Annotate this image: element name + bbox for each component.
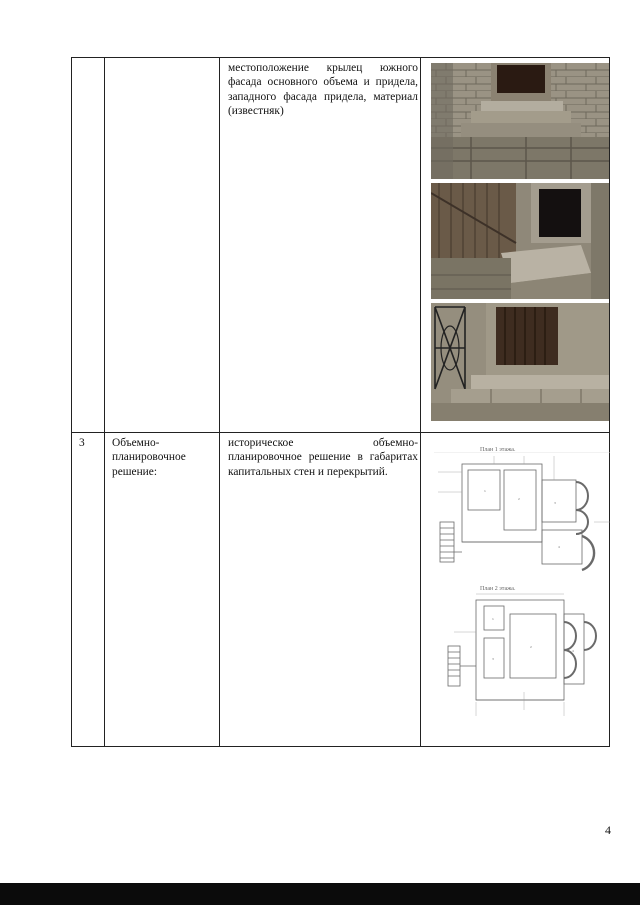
page-number: 4 xyxy=(605,823,611,837)
scan-bottom-edge xyxy=(0,883,640,905)
porch-photo-south-facade xyxy=(431,63,609,179)
text-line: фасада основного объема и придела, xyxy=(228,76,418,89)
text-line: решение: xyxy=(112,465,157,478)
text-line: капитальных стен и перекрытий. xyxy=(228,465,388,478)
text-line: планировочное решение в габаритах xyxy=(228,451,418,464)
column-divider xyxy=(219,58,220,746)
porch-photo-iron-gate xyxy=(431,303,609,421)
column-divider xyxy=(104,58,105,746)
floor-plan-1-drawing xyxy=(434,452,610,580)
svg-text:4: 4 xyxy=(558,545,560,549)
floor-plan-2-drawing xyxy=(434,592,610,724)
svg-text:2: 2 xyxy=(530,645,532,649)
row-description xyxy=(228,436,418,479)
text-line: историческое объемно- xyxy=(228,437,418,449)
row-name xyxy=(112,436,216,479)
svg-text:2: 2 xyxy=(518,497,520,501)
text-line: западного фасада придела, материал xyxy=(228,90,418,103)
text-line: планировочное xyxy=(112,451,186,464)
plan2-title: План 2 этажа. xyxy=(480,586,516,592)
column-divider xyxy=(420,58,421,746)
svg-text:1: 1 xyxy=(484,489,486,493)
text-line: местоположение крылец южного xyxy=(228,62,418,74)
svg-text:1: 1 xyxy=(492,617,494,621)
text-line: (известняк) xyxy=(228,105,284,118)
text-line: Объемно- xyxy=(112,437,160,449)
attributes-table xyxy=(71,57,610,747)
porch-photo-wooden-door xyxy=(431,183,609,299)
row-number: 3 xyxy=(79,437,85,449)
plan1-title: План 1 этажа. xyxy=(480,447,516,453)
svg-text:3: 3 xyxy=(492,657,494,661)
svg-text:4: 4 xyxy=(572,649,574,653)
row-divider xyxy=(72,432,609,433)
svg-text:3: 3 xyxy=(554,501,556,505)
porch-description xyxy=(228,61,418,119)
